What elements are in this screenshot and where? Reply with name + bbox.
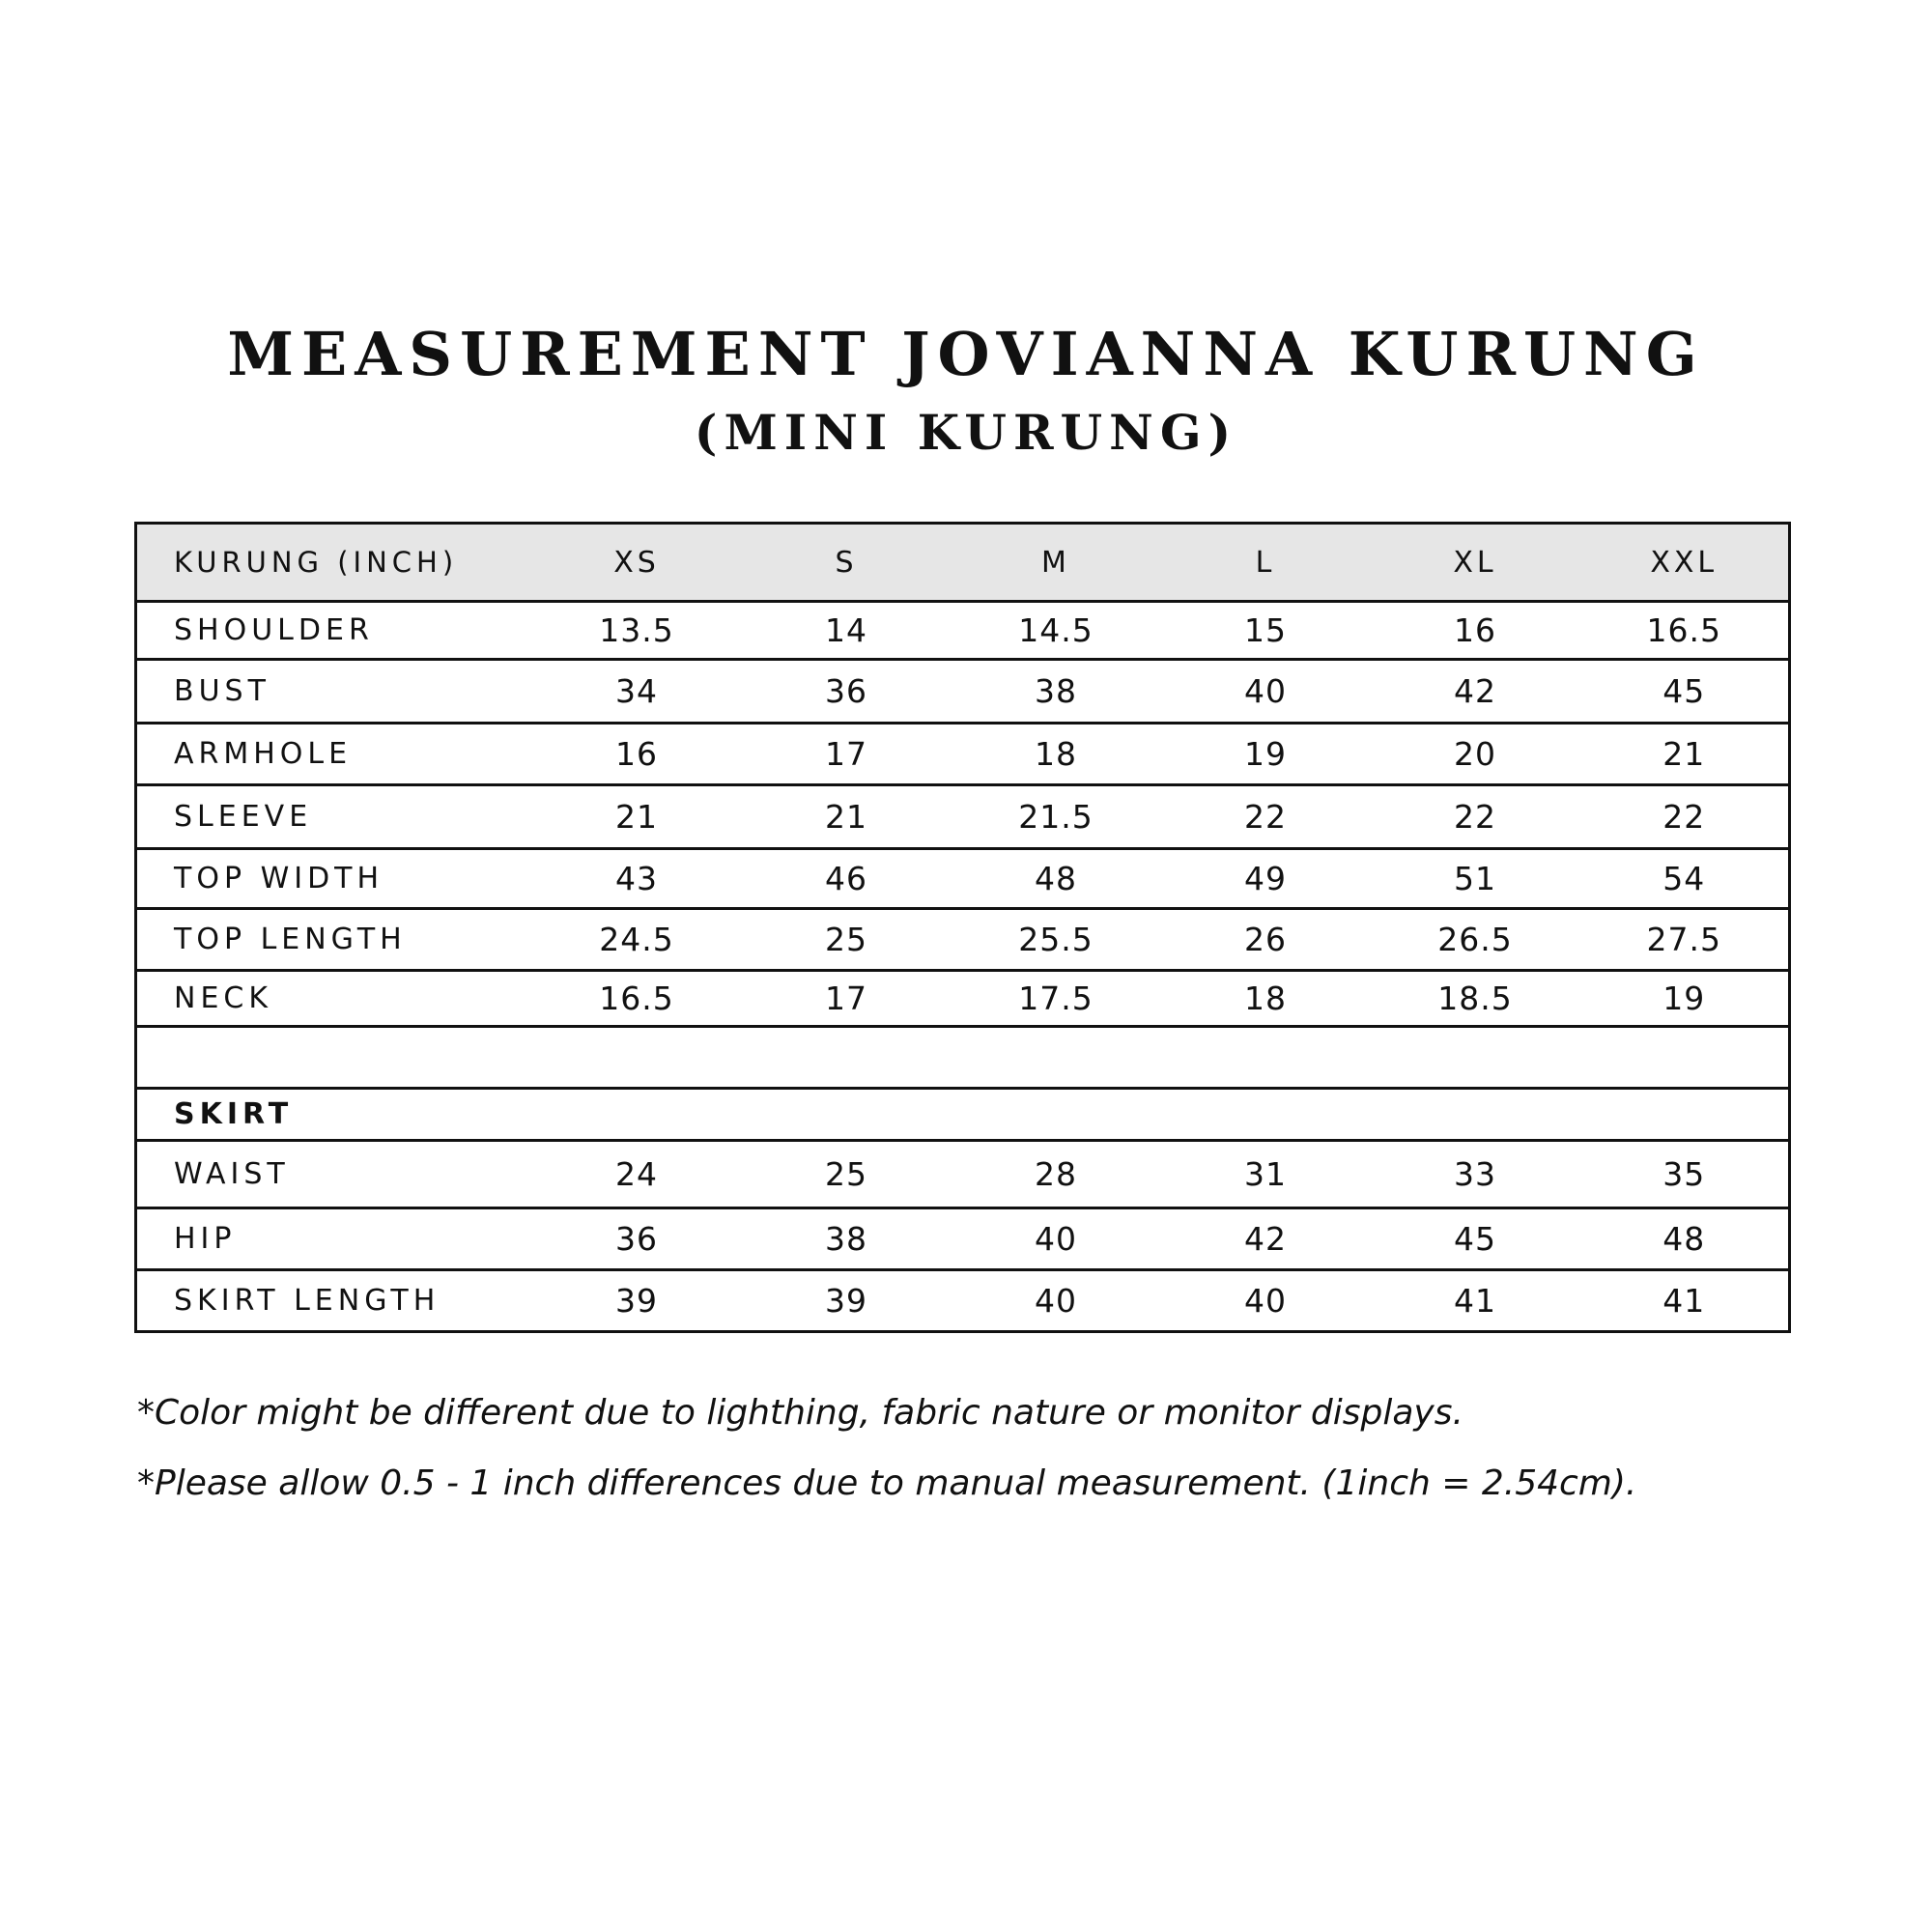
- table-cell: 21: [1580, 724, 1790, 785]
- header-cell-xl: XL: [1371, 524, 1580, 602]
- page-subtitle: (MINI KURUNG): [694, 404, 1238, 461]
- table-cell: 17: [742, 971, 952, 1027]
- table-row: [136, 1208, 1790, 1270]
- table-cell: 34: [532, 660, 742, 724]
- table-cell: 36: [532, 1208, 742, 1270]
- table-cell: 45: [1580, 660, 1790, 724]
- table-cell: 38: [952, 660, 1161, 724]
- table-row: [136, 849, 1790, 909]
- table-cell: 21: [532, 785, 742, 849]
- table-cell: 43: [532, 849, 742, 909]
- row-label: SKIRT LENGTH: [136, 1270, 532, 1332]
- table-cell: 51: [1371, 849, 1580, 909]
- footnote-measurement: *Please allow 0.5 - 1 inch differences due to manual measurement. (1inch = 2.54cm).: [137, 1463, 1637, 1503]
- table-row: [136, 602, 1790, 660]
- row-label: HIP: [136, 1208, 532, 1270]
- section-label-skirt: SKIRT: [136, 1089, 532, 1141]
- table-cell: 18: [952, 724, 1161, 785]
- table-cell: 16.5: [532, 971, 742, 1027]
- table-cell: 49: [1161, 849, 1371, 909]
- table-cell: 16.5: [1580, 602, 1790, 660]
- table-cell: 17: [742, 724, 952, 785]
- table-cell: 14.5: [952, 602, 1161, 660]
- header-cell-s: S: [742, 524, 952, 602]
- row-label: SHOULDER: [136, 602, 532, 660]
- row-label: ARMHOLE: [136, 724, 532, 785]
- table-cell: 33: [1371, 1141, 1580, 1208]
- table-cell: 24: [532, 1141, 742, 1208]
- page-title: MEASUREMENT JOVIANNA KURUNG: [227, 319, 1705, 389]
- table-cell: 42: [1371, 660, 1580, 724]
- table-cell: 25.5: [952, 909, 1161, 971]
- table-header-row: [136, 524, 1790, 602]
- header-cell-l: L: [1161, 524, 1371, 602]
- table-cell: 28: [952, 1141, 1161, 1208]
- table-cell: 26.5: [1371, 909, 1580, 971]
- spacer-cell: [136, 1027, 1790, 1089]
- table-cell: 21: [742, 785, 952, 849]
- table-cell: 31: [1161, 1141, 1371, 1208]
- table-cell: 48: [1580, 1208, 1790, 1270]
- table-cell: 21.5: [952, 785, 1161, 849]
- table-cell: 35: [1580, 1141, 1790, 1208]
- table-cell: 46: [742, 849, 952, 909]
- table-row: [136, 660, 1790, 724]
- table-row-spacer: [136, 1027, 1790, 1089]
- table-cell: 41: [1371, 1270, 1580, 1332]
- table-row: [136, 785, 1790, 849]
- table-row: [136, 724, 1790, 785]
- table-cell: 16: [1371, 602, 1580, 660]
- table-cell: 26: [1161, 909, 1371, 971]
- table-cell: 40: [952, 1208, 1161, 1270]
- size-chart-table: [134, 522, 1791, 1333]
- table-row: [136, 1141, 1790, 1208]
- table-cell: 25: [742, 909, 952, 971]
- header-cell-xs: XS: [532, 524, 742, 602]
- row-label: BUST: [136, 660, 532, 724]
- footnote-color: *Color might be different due to lighthing, fabric nature or monitor displays.: [137, 1393, 1463, 1433]
- table-cell: 14: [742, 602, 952, 660]
- section-empty-cell: [532, 1089, 1790, 1141]
- table-row: [136, 909, 1790, 971]
- header-cell-xxl: XXL: [1580, 524, 1790, 602]
- header-cell-m: M: [952, 524, 1161, 602]
- table-cell: 48: [952, 849, 1161, 909]
- row-label: TOP WIDTH: [136, 849, 532, 909]
- table-cell: 39: [742, 1270, 952, 1332]
- table-cell: 22: [1371, 785, 1580, 849]
- table-cell: 18.5: [1371, 971, 1580, 1027]
- table-cell: 42: [1161, 1208, 1371, 1270]
- row-label: NECK: [136, 971, 532, 1027]
- row-label: TOP LENGTH: [136, 909, 532, 971]
- table-cell: 36: [742, 660, 952, 724]
- row-label: SLEEVE: [136, 785, 532, 849]
- table-cell: 15: [1161, 602, 1371, 660]
- table-cell: 19: [1580, 971, 1790, 1027]
- table-cell: 19: [1161, 724, 1371, 785]
- table-cell: 45: [1371, 1208, 1580, 1270]
- table-cell: 13.5: [532, 602, 742, 660]
- table-cell: 39: [532, 1270, 742, 1332]
- table-cell: 40: [1161, 660, 1371, 724]
- table-cell: 27.5: [1580, 909, 1790, 971]
- table-cell: 24.5: [532, 909, 742, 971]
- table-cell: 54: [1580, 849, 1790, 909]
- table-section-row: [136, 1089, 1790, 1141]
- table-cell: 22: [1580, 785, 1790, 849]
- table-cell: 41: [1580, 1270, 1790, 1332]
- table-cell: 18: [1161, 971, 1371, 1027]
- table-cell: 25: [742, 1141, 952, 1208]
- table-cell: 17.5: [952, 971, 1161, 1027]
- table-cell: 20: [1371, 724, 1580, 785]
- table-row: [136, 971, 1790, 1027]
- table-row: [136, 1270, 1790, 1332]
- header-cell-label: KURUNG (INCH): [136, 524, 532, 602]
- table-cell: 16: [532, 724, 742, 785]
- table-cell: 22: [1161, 785, 1371, 849]
- table-cell: 38: [742, 1208, 952, 1270]
- table-cell: 40: [952, 1270, 1161, 1332]
- row-label: WAIST: [136, 1141, 532, 1208]
- table-cell: 40: [1161, 1270, 1371, 1332]
